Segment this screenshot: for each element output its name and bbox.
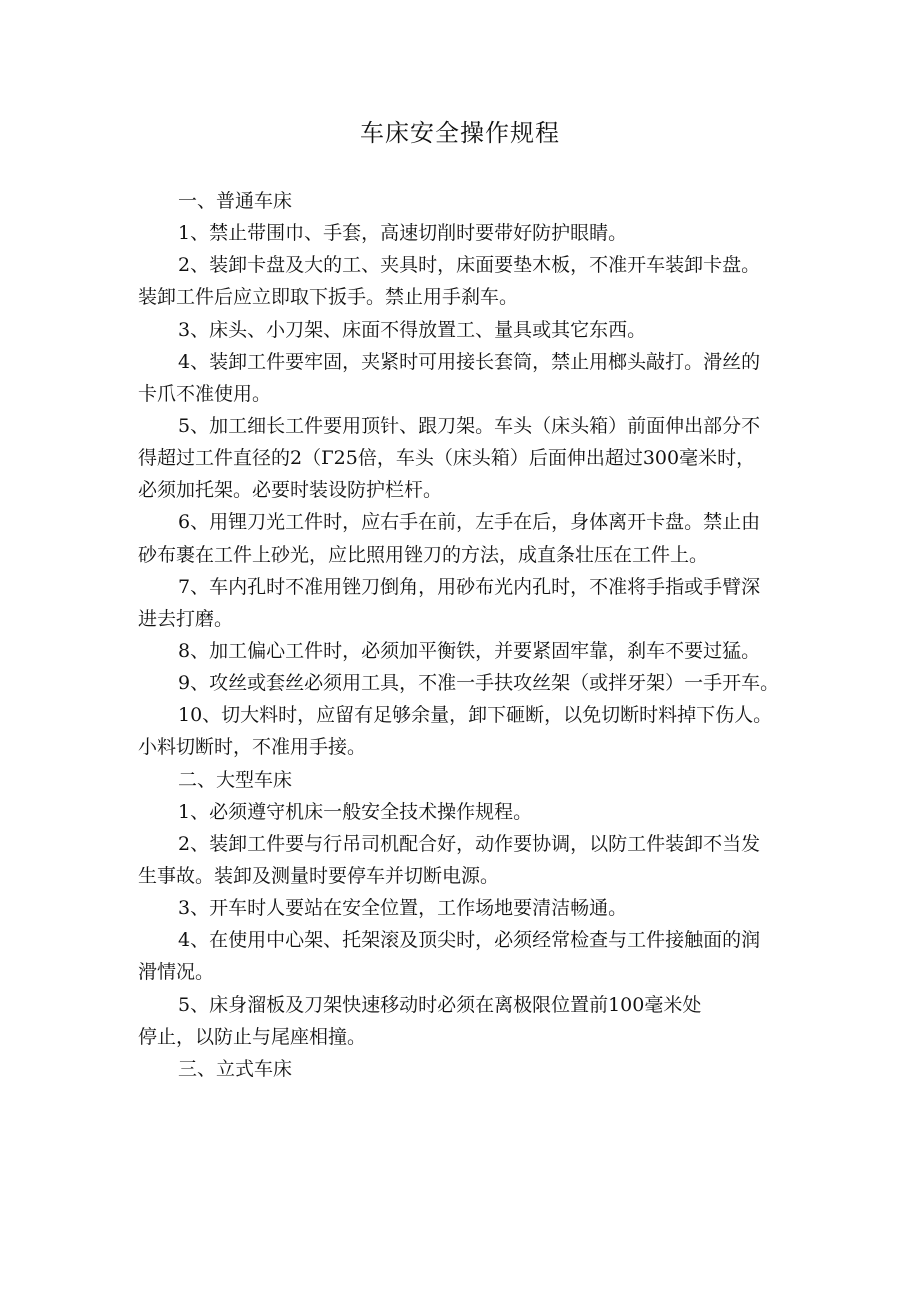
text-line: 3、床头、小刀架、床面不得放置工、量具或其它东西。	[178, 318, 647, 341]
text-line: 装卸工件后应立即取下扳手。禁止用手刹车。	[138, 286, 519, 309]
document-body	[138, 185, 788, 1085]
text-line: 7、车内孔时不准用锉刀倒角，用砂布光内孔时，不准将手指或手臂深	[178, 575, 761, 598]
text-line: 4、装卸工件要牢固，夹紧时可用接长套筒，禁止用榔头敲打。滑丝的	[178, 350, 761, 373]
text-line: 滑情况。	[138, 961, 215, 984]
text-line: 4、在使用中心架、托架滚及顶尖时，必须经常检查与工件接触面的润	[178, 929, 761, 952]
text-line: 停止，以防止与尾座相撞。	[138, 1025, 367, 1048]
text-line: 2、装卸工件要与行吊司机配合好，动作要协调，以防工件装卸不当发	[178, 832, 761, 855]
text-line: 5、床身溜板及刀架快速移动时必须在离极限位置前100毫米处	[178, 993, 702, 1016]
page-title: 车床安全操作规程	[360, 119, 560, 147]
text-line: 5、加工细长工件要用顶针、跟刀架。车头（床头箱）前面伸出部分不	[178, 414, 761, 437]
text-line: 必须加托架。必要时装设防护栏杆。	[138, 479, 443, 502]
text-line: 1、禁止带围巾、手套，高速切削时要带好防护眼睛。	[178, 222, 628, 245]
text-line: 卡爪不准使用。	[138, 382, 272, 405]
section-heading-general-lathe: 一、普通车床	[178, 190, 293, 212]
text-line: 8、加工偏心工件时，必须加平衡铁，并要紧固牢靠，刹车不要过猛。	[178, 639, 761, 662]
text-line: 小料切断时，不准用手接。	[138, 736, 367, 759]
text-line: 进去打磨。	[138, 607, 234, 630]
section-heading-vertical-lathe: 三、立式车床	[178, 1057, 293, 1080]
text-line: 生事故。装卸及测量时要停车并切断电源。	[138, 864, 500, 887]
text-line: 6、用锂刀光工件时，应右手在前，左手在后，身体离开卡盘。禁止由	[178, 511, 761, 534]
text-line: 得超过工件直径的2（Г25倍，车头（床头箱）后面伸出超过300毫米时，	[138, 447, 756, 470]
text-line: 1、必须遵守机床一般安全技术操作规程。	[178, 800, 533, 823]
text-line: 砂布裹在工件上砂光，应比照用锉刀的方法，成直条壮压在工件上。	[138, 543, 709, 566]
text-line: 3、开车时人要站在安全位置，工作场地要清洁畅通。	[178, 897, 628, 920]
section-heading-large-lathe: 二、大型车床	[178, 768, 293, 791]
text-line: 9、攻丝或套丝必须用工具，不准一手扶攻丝架（或拌牙架）一手开车。	[178, 672, 780, 695]
text-line: 10、切大料时，应留有足够余量，卸下砸断，以免切断时料掉下伤人。	[178, 704, 773, 727]
text-line: 2、装卸卡盘及大的工、夹具时，床面要垫木板，不准开车装卸卡盘。	[178, 254, 761, 277]
